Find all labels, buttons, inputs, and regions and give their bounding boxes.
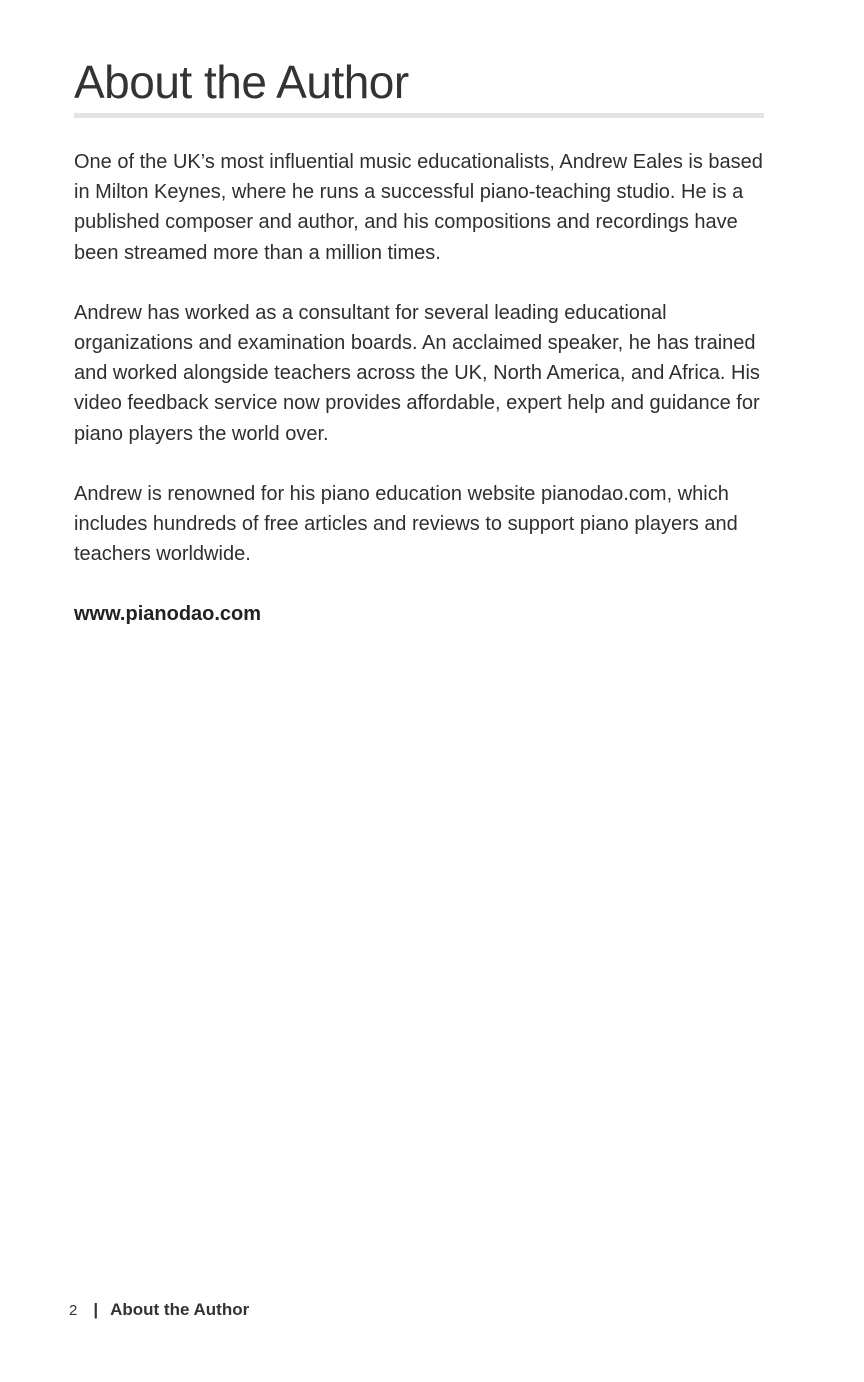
bio-paragraph-1: One of the UK’s most influential music educationalists, Andrew Eales is based in Milton Keynes, where he runs a successful piano-teaching studio. He is a published composer and author, and his compositions and recordings have been streamed more than a million times. <box>74 151 763 264</box>
page-title: About the Author <box>74 56 409 108</box>
title-divider <box>74 113 764 118</box>
footer-separator: | <box>93 1300 99 1319</box>
author-bio <box>74 147 770 660</box>
page-footer <box>69 1298 249 1323</box>
website-link[interactable]: www.pianodao.com <box>74 603 262 626</box>
page-number: 2 <box>69 1302 78 1319</box>
bio-paragraph-3: Andrew is renowned for his piano education website pianodao.com, which includes hundreds of free articles and reviews to support piano players and teachers worldwide. <box>74 482 738 566</box>
footer-section-title: About the Author <box>110 1300 250 1319</box>
bio-paragraph-2: Andrew has worked as a consultant for several leading educational organizations and examination boards. An acclaimed speaker, he has trained and worked alongside teachers across the UK, North America, and Africa. His video feedback service now provides affordable, expert help and guidance for piano players the world over. <box>74 301 760 445</box>
